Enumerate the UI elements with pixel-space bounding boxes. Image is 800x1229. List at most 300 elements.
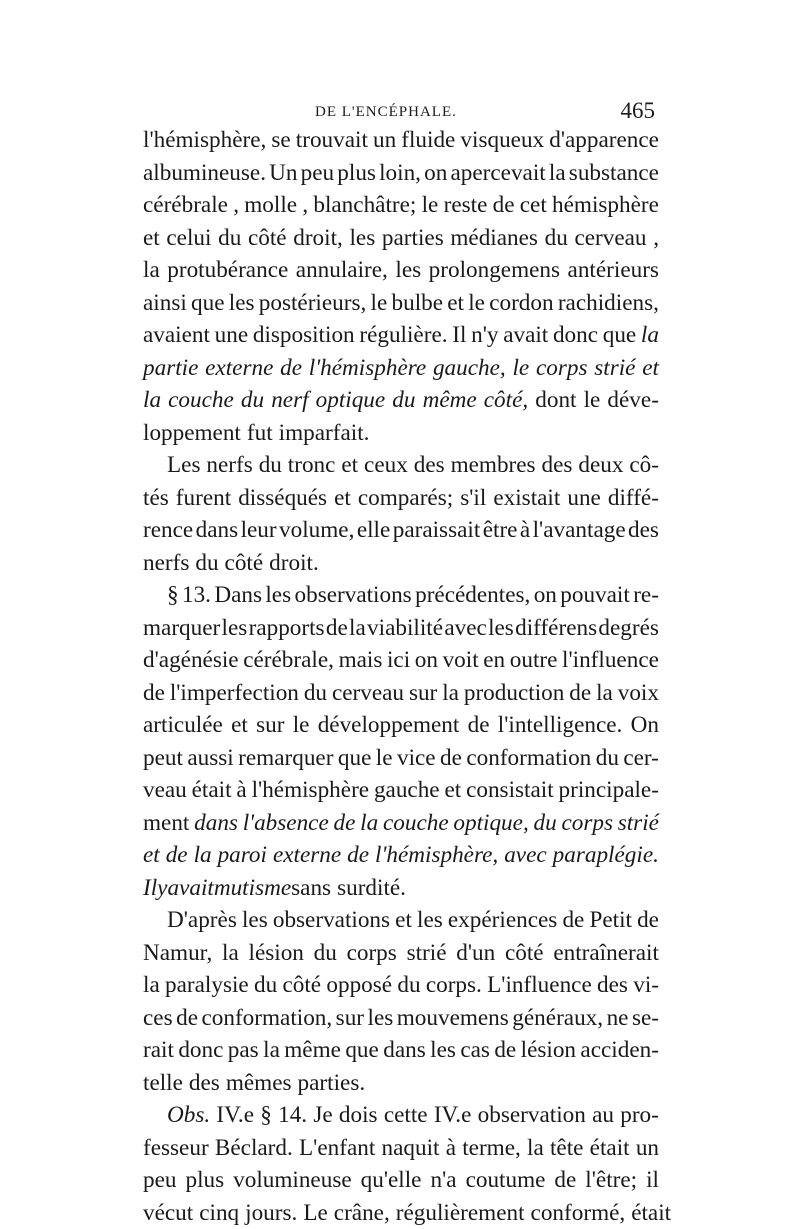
text-line bbox=[143, 1034, 659, 1067]
word: se- bbox=[632, 1002, 659, 1035]
word: couche bbox=[168, 384, 234, 417]
word: de bbox=[334, 807, 356, 840]
word: externe bbox=[273, 839, 341, 872]
word: médianes bbox=[450, 222, 538, 255]
word: cer- bbox=[623, 742, 659, 775]
word: fut bbox=[247, 417, 273, 450]
word: un bbox=[373, 124, 396, 157]
word: droit, bbox=[293, 222, 343, 255]
text-line bbox=[143, 742, 659, 775]
word: L'enfant bbox=[299, 1132, 375, 1165]
text-line bbox=[143, 384, 659, 417]
word: marquer bbox=[143, 612, 220, 645]
word: conformation, bbox=[201, 1002, 332, 1035]
word: droit. bbox=[269, 547, 319, 580]
word: à bbox=[236, 774, 246, 807]
word: et bbox=[143, 222, 160, 255]
word: Les bbox=[167, 449, 200, 482]
word: la bbox=[143, 384, 161, 417]
word: avec bbox=[504, 839, 546, 872]
word: côté bbox=[225, 547, 264, 580]
word: comparés; bbox=[358, 482, 453, 515]
text-line bbox=[143, 514, 659, 547]
word: être bbox=[483, 514, 518, 547]
word: cô- bbox=[629, 449, 659, 482]
word: et bbox=[444, 774, 461, 807]
word: de bbox=[493, 189, 515, 222]
word: était bbox=[631, 1197, 671, 1229]
word: 14. bbox=[278, 1099, 307, 1132]
word: développement bbox=[318, 709, 460, 742]
word: les bbox=[222, 612, 248, 645]
word: rait bbox=[143, 1034, 174, 1067]
word: Je bbox=[313, 1099, 332, 1132]
word: cet bbox=[520, 189, 547, 222]
word: protubérance bbox=[167, 254, 288, 287]
word: partie bbox=[143, 352, 198, 385]
text-line bbox=[143, 1002, 659, 1035]
word: qu'elle bbox=[361, 1164, 422, 1197]
word: côté bbox=[282, 969, 321, 1002]
word: antérieurs bbox=[568, 254, 659, 287]
word: avait bbox=[503, 319, 548, 352]
word: volumineuse bbox=[233, 1164, 352, 1197]
text-line bbox=[143, 904, 659, 937]
word: côté bbox=[248, 222, 287, 255]
word: telle bbox=[143, 1067, 183, 1100]
word: aussi bbox=[187, 742, 233, 775]
word: des bbox=[189, 1067, 220, 1100]
word: le bbox=[293, 709, 310, 742]
body-text bbox=[143, 124, 659, 1229]
text-line bbox=[143, 839, 659, 872]
word: voit bbox=[443, 644, 479, 677]
word: production bbox=[464, 677, 564, 710]
word: le bbox=[512, 352, 529, 385]
word: donc bbox=[553, 319, 598, 352]
word: bulbe bbox=[392, 287, 444, 320]
word: nerfs bbox=[206, 449, 252, 482]
word: Il bbox=[143, 872, 157, 905]
word: leur bbox=[241, 514, 277, 547]
word: corps bbox=[561, 807, 613, 840]
word: et bbox=[334, 482, 351, 515]
word: § bbox=[167, 579, 179, 612]
word: ces bbox=[143, 1002, 173, 1035]
word: la bbox=[222, 937, 239, 970]
word: on bbox=[415, 644, 438, 677]
word: même bbox=[423, 384, 477, 417]
word: trouvait bbox=[296, 124, 368, 157]
word: l'hémisphère bbox=[309, 352, 426, 385]
word: l'hémisphère, bbox=[143, 124, 266, 157]
word: mêmes bbox=[226, 1067, 292, 1100]
word: l'intelligence. bbox=[498, 709, 623, 742]
word: plus bbox=[337, 157, 376, 190]
word: hémisphère bbox=[552, 189, 659, 222]
word: outre bbox=[510, 644, 558, 677]
word: du bbox=[596, 742, 619, 775]
word: , bbox=[233, 189, 239, 222]
word: elle bbox=[357, 514, 390, 547]
word: opposé bbox=[326, 969, 392, 1002]
word: que bbox=[191, 287, 224, 320]
word: du bbox=[218, 222, 241, 255]
text-line bbox=[143, 222, 659, 255]
word: même bbox=[284, 1034, 341, 1067]
word: une bbox=[215, 319, 248, 352]
word: l'influence bbox=[562, 644, 659, 677]
text-line bbox=[143, 807, 659, 840]
text-line bbox=[143, 709, 659, 742]
word: régulièrement bbox=[396, 1197, 525, 1229]
word: Le bbox=[303, 1197, 327, 1229]
word: mutisme bbox=[214, 872, 291, 905]
text-line bbox=[143, 1197, 659, 1229]
word: avait bbox=[167, 872, 213, 905]
word: les bbox=[417, 904, 443, 937]
word: furent bbox=[176, 482, 231, 515]
text-line bbox=[143, 157, 659, 190]
word: rapports bbox=[249, 612, 325, 645]
word: ceux bbox=[364, 449, 408, 482]
word: côté bbox=[505, 937, 544, 970]
word: disposition bbox=[253, 319, 355, 352]
word: cas bbox=[460, 1034, 490, 1067]
word: blanchâtre; bbox=[313, 189, 416, 222]
word: Béclard. bbox=[215, 1132, 293, 1165]
word: avec bbox=[444, 612, 486, 645]
word: tête bbox=[550, 1132, 583, 1165]
word: les bbox=[430, 1034, 456, 1067]
word: peut bbox=[143, 742, 183, 775]
word: les bbox=[368, 1002, 394, 1035]
word: L'influence bbox=[487, 969, 592, 1002]
word: dans bbox=[383, 1034, 426, 1067]
word: vice bbox=[397, 742, 436, 775]
word: pouvait bbox=[560, 579, 630, 612]
word: du bbox=[392, 384, 415, 417]
word: gauche, bbox=[433, 352, 506, 385]
word: se bbox=[271, 124, 290, 157]
word: du bbox=[241, 384, 264, 417]
word: parties bbox=[382, 222, 444, 255]
word: de bbox=[440, 742, 462, 775]
word: de bbox=[143, 677, 165, 710]
word: prolongemens bbox=[429, 254, 560, 287]
word: lésion bbox=[249, 937, 304, 970]
word: surdité. bbox=[337, 872, 406, 905]
word: albumineuse. bbox=[143, 157, 266, 190]
word: de bbox=[562, 904, 584, 937]
word: lésion bbox=[521, 1034, 576, 1067]
word: IV.e bbox=[434, 1099, 472, 1132]
word: veau bbox=[143, 774, 187, 807]
text-line bbox=[143, 319, 659, 352]
page-header bbox=[145, 98, 655, 124]
word: gauche bbox=[374, 774, 440, 807]
word: du bbox=[259, 449, 282, 482]
word: substance bbox=[569, 157, 659, 190]
word: dans bbox=[196, 514, 239, 547]
word: les bbox=[242, 904, 268, 937]
word: loin, bbox=[379, 157, 421, 190]
word: de bbox=[494, 1034, 516, 1067]
word: de bbox=[637, 904, 659, 937]
word: la bbox=[194, 839, 212, 872]
word: dont bbox=[535, 384, 576, 417]
word: ment bbox=[143, 807, 189, 840]
word: côté, bbox=[484, 384, 528, 417]
word: strié bbox=[618, 807, 659, 840]
word: , bbox=[302, 189, 308, 222]
word: strié bbox=[407, 937, 447, 970]
word: Un bbox=[269, 157, 297, 190]
word: une bbox=[567, 482, 600, 515]
word: cinq bbox=[199, 1197, 239, 1229]
word: et bbox=[341, 449, 358, 482]
word: l'hémisphère, bbox=[375, 839, 498, 872]
word: le bbox=[468, 287, 485, 320]
word: de bbox=[468, 709, 490, 742]
word: observations bbox=[273, 904, 390, 937]
word: sur bbox=[409, 677, 437, 710]
word: re- bbox=[633, 579, 659, 612]
word: paralysie bbox=[165, 969, 249, 1002]
word: la bbox=[263, 1034, 280, 1067]
word: cordon bbox=[489, 287, 553, 320]
word: celui bbox=[166, 222, 211, 255]
word: du bbox=[304, 677, 327, 710]
word: Dans bbox=[214, 579, 262, 612]
word: de bbox=[569, 677, 591, 710]
word: cérébrale bbox=[143, 189, 228, 222]
word: fluide bbox=[401, 124, 455, 157]
word: au bbox=[592, 1099, 614, 1132]
word: la bbox=[143, 969, 160, 1002]
word: du bbox=[254, 969, 277, 1002]
word: parties. bbox=[298, 1067, 366, 1100]
word: apercevait bbox=[450, 157, 545, 190]
text-line bbox=[143, 352, 659, 385]
word: visqueux bbox=[460, 124, 544, 157]
word: terme, bbox=[462, 1132, 521, 1165]
text-line bbox=[143, 1067, 659, 1100]
word: ainsi bbox=[143, 287, 187, 320]
word: était bbox=[192, 774, 232, 807]
text-line bbox=[143, 124, 659, 157]
word: § bbox=[260, 1099, 272, 1132]
word: postérieurs, bbox=[259, 287, 367, 320]
word: observation bbox=[478, 1099, 586, 1132]
word: les bbox=[488, 612, 514, 645]
text-line bbox=[143, 189, 659, 222]
word: pro- bbox=[620, 1099, 659, 1132]
word: l'imperfection bbox=[170, 677, 299, 710]
word: mais bbox=[339, 644, 383, 677]
word: IV.e bbox=[216, 1099, 254, 1132]
text-line bbox=[143, 774, 659, 807]
word: ici bbox=[387, 644, 410, 677]
word: D'après bbox=[167, 904, 237, 937]
word: du bbox=[545, 222, 568, 255]
word: il bbox=[646, 1164, 659, 1197]
word: régulière. bbox=[359, 319, 447, 352]
text-line bbox=[143, 969, 659, 1002]
word: coutume bbox=[466, 1164, 546, 1197]
word: s'il bbox=[460, 482, 486, 515]
word: les bbox=[395, 254, 421, 287]
word: la bbox=[349, 612, 366, 645]
word: deux bbox=[578, 449, 623, 482]
word: plus bbox=[185, 1164, 224, 1197]
word: précédentes, bbox=[415, 579, 530, 612]
word: articulée bbox=[143, 709, 223, 742]
word: du bbox=[397, 969, 420, 1002]
word: , bbox=[653, 222, 659, 255]
word: sans bbox=[291, 872, 331, 905]
word: Namur, bbox=[143, 937, 212, 970]
word: couche bbox=[383, 807, 449, 840]
word: cérébrale, bbox=[243, 644, 334, 677]
word: acciden- bbox=[580, 1034, 659, 1067]
word: corps bbox=[347, 937, 397, 970]
word: consistait bbox=[466, 774, 554, 807]
word: à bbox=[520, 514, 530, 547]
word: mouvemens bbox=[397, 1002, 509, 1035]
word: nerfs bbox=[143, 547, 189, 580]
word: la bbox=[596, 677, 613, 710]
text-line bbox=[143, 1164, 659, 1197]
word: les bbox=[229, 287, 255, 320]
word: molle bbox=[244, 189, 297, 222]
text-line bbox=[143, 417, 659, 450]
text-line bbox=[143, 612, 659, 645]
word: On bbox=[631, 709, 659, 742]
text-line bbox=[143, 1132, 659, 1165]
word: des bbox=[597, 969, 628, 1002]
word: existait bbox=[493, 482, 560, 515]
word: de bbox=[554, 1164, 576, 1197]
word: paraissait bbox=[393, 514, 481, 547]
word: on bbox=[424, 157, 447, 190]
word: pas bbox=[228, 1034, 259, 1067]
word: vécut bbox=[143, 1197, 193, 1229]
word: externe bbox=[205, 352, 273, 385]
word: rence bbox=[143, 514, 193, 547]
word: sur bbox=[256, 709, 284, 742]
word: l'avantage bbox=[533, 514, 626, 547]
word: le bbox=[422, 189, 439, 222]
word: paroi bbox=[218, 839, 267, 872]
word: naquit bbox=[382, 1132, 440, 1165]
text-line bbox=[143, 579, 659, 612]
word: peu bbox=[301, 157, 334, 190]
word: du bbox=[534, 807, 557, 840]
word: l'hémisphère bbox=[252, 774, 370, 807]
text-line bbox=[143, 677, 659, 710]
word: cerveau bbox=[574, 222, 646, 255]
word: la bbox=[641, 319, 659, 352]
word: de bbox=[166, 839, 188, 872]
word: principale- bbox=[559, 774, 659, 807]
word: des bbox=[414, 449, 445, 482]
word: le bbox=[584, 384, 601, 417]
word: et bbox=[231, 709, 248, 742]
word: que bbox=[603, 319, 636, 352]
word: de bbox=[347, 839, 369, 872]
word: la bbox=[143, 254, 160, 287]
word: des bbox=[542, 449, 573, 482]
word: en bbox=[483, 644, 505, 677]
text-line bbox=[143, 449, 659, 482]
word: généraux, bbox=[512, 1002, 603, 1035]
word: de bbox=[280, 352, 302, 385]
word: volume, bbox=[279, 514, 354, 547]
word: peu bbox=[143, 1164, 176, 1197]
word: le bbox=[376, 742, 393, 775]
word: imparfait. bbox=[279, 417, 370, 450]
word: jours. bbox=[245, 1197, 297, 1229]
word: la bbox=[360, 807, 378, 840]
word: l'être; bbox=[585, 1164, 637, 1197]
word: annulaire, bbox=[296, 254, 388, 287]
word: fesseur bbox=[143, 1132, 209, 1165]
word: dans bbox=[194, 807, 238, 840]
word: 13. bbox=[182, 579, 211, 612]
word: rachidiens, bbox=[558, 287, 659, 320]
word: était bbox=[590, 1132, 630, 1165]
word: du bbox=[314, 937, 337, 970]
word: et bbox=[447, 287, 464, 320]
text-line bbox=[143, 254, 659, 287]
word: entraînerait bbox=[553, 937, 659, 970]
word: de bbox=[326, 612, 348, 645]
word: différens bbox=[515, 612, 597, 645]
text-line bbox=[143, 482, 659, 515]
word: Il bbox=[452, 319, 466, 352]
word: sur bbox=[336, 1002, 364, 1035]
word: expériences bbox=[448, 904, 557, 937]
word: de bbox=[176, 1002, 198, 1035]
running-title: DE L'ENCÉPHALE. bbox=[315, 104, 457, 121]
word: d'apparence bbox=[549, 124, 659, 157]
word: tés bbox=[143, 482, 169, 515]
word: corps bbox=[536, 352, 588, 385]
word: remarquer bbox=[238, 742, 333, 775]
word: optique bbox=[316, 384, 386, 417]
word: cerveau bbox=[332, 677, 404, 710]
word: vi- bbox=[633, 969, 659, 1002]
word: disséqués bbox=[238, 482, 327, 515]
word: degrés bbox=[598, 612, 659, 645]
word: les bbox=[265, 579, 291, 612]
text-line bbox=[143, 287, 659, 320]
word: dois bbox=[339, 1099, 378, 1132]
word: on bbox=[534, 579, 557, 612]
word: l'absence bbox=[243, 807, 329, 840]
word: n'a bbox=[430, 1164, 456, 1197]
word: corps. bbox=[426, 969, 482, 1002]
word: que bbox=[345, 1034, 378, 1067]
word: à bbox=[446, 1132, 456, 1165]
word: d'agénésie bbox=[143, 644, 239, 677]
text-line bbox=[143, 872, 659, 905]
word: Petit bbox=[589, 904, 632, 937]
word: observations bbox=[295, 579, 412, 612]
word: le bbox=[371, 287, 388, 320]
text-line bbox=[143, 644, 659, 677]
